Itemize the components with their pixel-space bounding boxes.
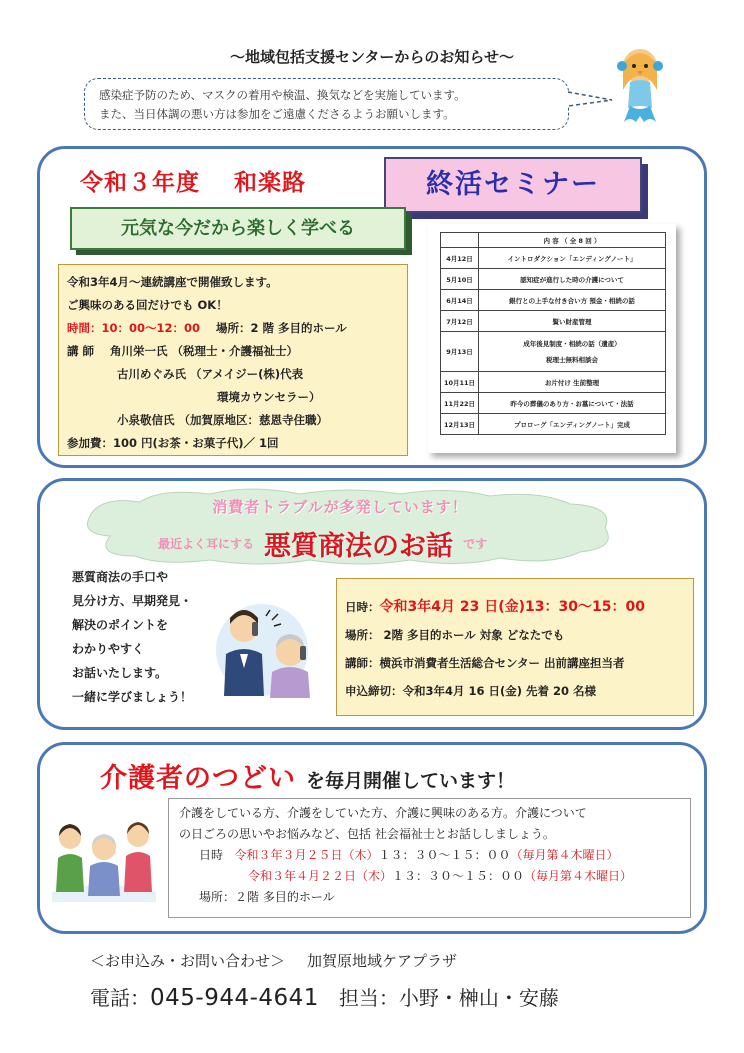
seminar-name: 和楽路 <box>234 170 306 196</box>
mermaid-mascot-icon <box>610 46 670 126</box>
lecturer-2a: 古川めぐみ氏 （アメイジー(株)代表 <box>117 367 304 381</box>
seminar-year: 令和３年度 <box>80 170 200 196</box>
caregiver-time2: １３：３０～１５：００ <box>392 869 525 883</box>
schedule-date: 6月14日 <box>441 290 479 311</box>
fraud-desc-line: 悪質商法の手口や <box>72 570 169 584</box>
table-row <box>441 269 666 290</box>
fraud-desc-line: 一緒に学びましょう！ <box>72 690 193 704</box>
schedule-content: お片付け 生前整理 <box>479 372 666 393</box>
schedule-content-line2: 税理士無料相談会 <box>546 356 598 364</box>
schedule-content-line1: 成年後見制度・相続の話（遺産） <box>523 340 621 348</box>
schedule-date: 11月22日 <box>441 393 479 414</box>
table-row <box>441 290 666 311</box>
phone-label: 電話： <box>90 986 150 1010</box>
caregiver-date2: 令和３年４月２２日（木） <box>248 869 393 883</box>
seminar-subtitle: 元気な今だから楽しく学べる <box>70 207 406 250</box>
caregiver-note2: （毎月第４木曜日） <box>524 869 633 883</box>
table-row <box>441 248 666 269</box>
schedule-content-header: 内 容 （ 全 8 回 ） <box>479 233 666 248</box>
schedule-content: 銀行との上手な付き合い方 預金・相続の話 <box>479 290 666 311</box>
seminar-intro-1: 令和3年4月～連続講座で開催致します。 <box>67 275 278 289</box>
seminar-year-title <box>80 164 306 197</box>
seminar-intro-2: ご興味のある回だけでも OK！ <box>67 298 228 312</box>
fraud-info-box <box>336 578 694 716</box>
seminar-time: 時間：10：00～12：00 <box>67 321 201 335</box>
schedule-panel <box>428 224 676 453</box>
schedule-content: イントロダクション「エンディングノート」 <box>479 248 666 269</box>
organization-name: 加賀原地域ケアプラザ <box>307 952 458 970</box>
schedule-content: 賢い財産管理 <box>479 311 666 332</box>
fraud-banner-suffix: です <box>463 537 488 551</box>
fraud-deadline: 申込締切：令和3年4月 16 日(金) 先着 20 名様 <box>345 684 597 698</box>
caregiver-line1: 介護をしている方、介護をしていた方、介護に興味のある方。介護について <box>179 806 587 820</box>
table-row <box>441 414 666 435</box>
contact-line <box>90 950 457 971</box>
seminar-info-box <box>58 264 408 456</box>
phone-line <box>90 982 559 1011</box>
schedule-date-header <box>441 233 479 248</box>
lecturer-label: 講 師 <box>67 344 95 358</box>
fraud-desc-line: わかりやすく <box>72 642 145 656</box>
fraud-banner-line1: 消費者トラブルが多発しています！ <box>212 498 468 516</box>
fraud-date-label: 日時： <box>345 600 380 614</box>
phone-scam-illustration-icon <box>208 598 326 702</box>
notice-line-2: また、当日体調の悪い方は参加をご遠慮くださるようお願いします。 <box>99 107 455 121</box>
fraud-banner-title: 悪質商法のお話 <box>264 531 454 562</box>
schedule-date: 4月12日 <box>441 248 479 269</box>
caregiver-info-box <box>168 798 691 918</box>
schedule-date: 9月13日 <box>441 332 479 372</box>
lecturer-2b: 環境カウンセラー） <box>217 390 321 404</box>
caregiver-datetime-label: 日時 <box>199 848 224 862</box>
seminar-fee: 参加費：100 円(お茶・お菓子代)／ 1回 <box>67 436 279 450</box>
lecturer-3: 小泉敬信氏 （加賀原地区：慈恩寺住職） <box>117 413 329 427</box>
caregiver-title-rest: を毎月開催しています！ <box>306 770 516 792</box>
caregiver-place: 場所：２階 多目的ホール <box>199 890 335 904</box>
table-row <box>441 372 666 393</box>
schedule-date: 7月12日 <box>441 311 479 332</box>
fraud-date-value: 令和3年4月 23 日(金)13：30～15：00 <box>379 599 645 615</box>
fraud-banner-line2 <box>158 524 487 563</box>
caregiver-note1: （毎月第４木曜日） <box>510 848 619 862</box>
caregiver-title <box>100 756 515 795</box>
schedule-table <box>440 232 666 435</box>
table-row <box>441 332 666 372</box>
fraud-desc-line: 解決のポイントを <box>72 618 169 632</box>
table-row <box>441 393 666 414</box>
caregivers-illustration-icon <box>48 808 160 904</box>
caregiver-date1: 令和３年３月２５日（木） <box>234 848 379 862</box>
fraud-desc-line: お話いたします。 <box>72 666 168 680</box>
caregiver-line2: の日ごろの思いやお悩みなど、包括 社会福祉士とお話ししましょう。 <box>179 827 555 841</box>
schedule-date: 12月13日 <box>441 414 479 435</box>
schedule-content: 昨今の葬儀のあり方・お墓について・法話 <box>479 393 666 414</box>
schedule-content: プロローグ「エンディングノート」完成 <box>479 414 666 435</box>
schedule-date: 5月10日 <box>441 269 479 290</box>
fraud-banner-prefix: 最近よく耳にする <box>158 537 255 551</box>
fraud-place: 場所： 2階 多目的ホール 対象 どなたでも <box>345 628 565 642</box>
fraud-lecturer: 講師：横浜市消費者生活総合センター 出前講座担当者 <box>345 656 625 670</box>
schedule-content: 認知症が進行した時の介護について <box>479 269 666 290</box>
contact-label: ＜お申込み・お問い合わせ＞ <box>90 952 286 970</box>
notice-line-1: 感染症予防のため、マスクの着用や検温、換気などを実施しています。 <box>99 88 466 102</box>
speech-tail-icon <box>566 90 614 110</box>
fraud-description <box>72 565 192 709</box>
staff-names: 担当：小野・榊山・安藤 <box>338 986 559 1010</box>
fraud-desc-line: 見分け方、早期発見・ <box>72 594 193 608</box>
seminar-title: 終活セミナー <box>384 157 642 213</box>
schedule-date: 10月11日 <box>441 372 479 393</box>
phone-number[interactable]: 045-944-4641 <box>150 985 319 1011</box>
seminar-place: 場所：2 階 多目的ホール <box>216 321 347 335</box>
lecturer-1: 角川栄一氏 （税理士・介護福祉士） <box>110 344 299 358</box>
schedule-content <box>479 332 666 372</box>
table-row <box>441 311 666 332</box>
caregiver-time1: １３：３０～１５：００ <box>378 848 511 862</box>
page-title: ～地域包括支援センターからのお知らせ～ <box>230 48 514 66</box>
notice-box <box>84 78 569 130</box>
caregiver-title-main: 介護者のつどい <box>100 763 296 794</box>
